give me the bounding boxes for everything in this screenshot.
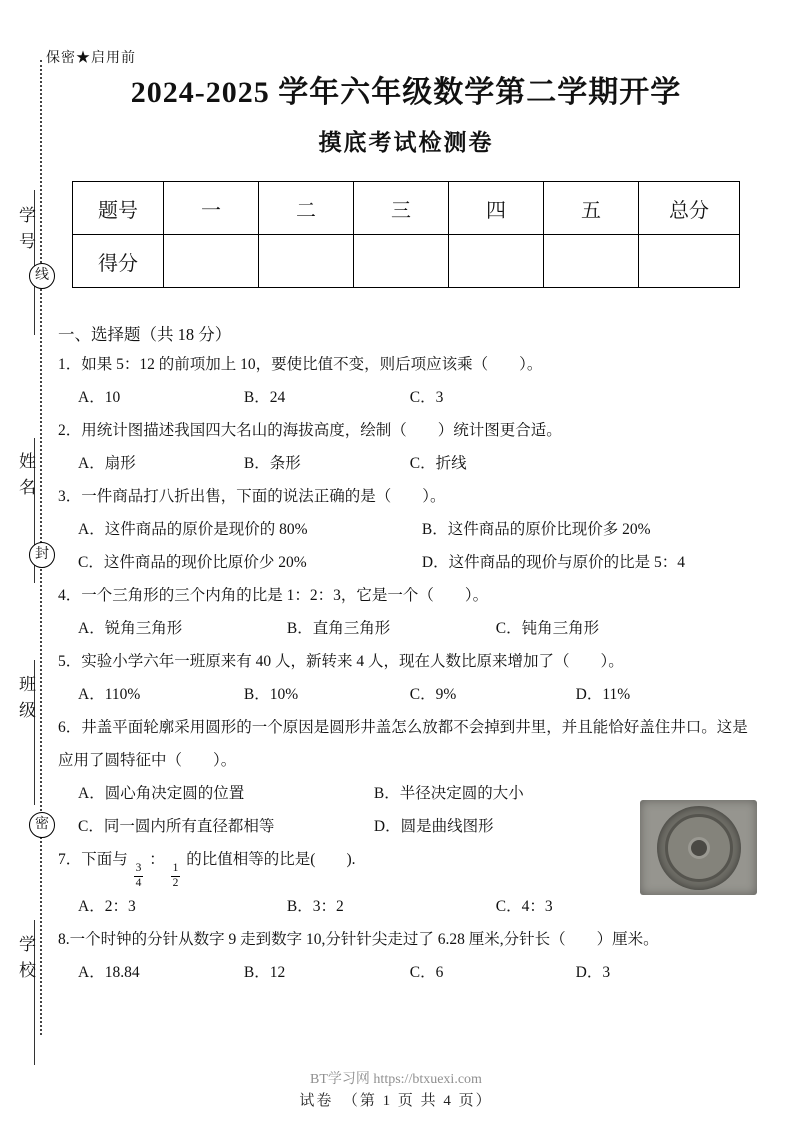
question-1: [58, 348, 754, 414]
score-cell-empty: [164, 235, 259, 288]
manhole-inner-ring-icon: [665, 814, 733, 882]
question-5: [58, 645, 754, 711]
option-c: C．4：3: [495, 897, 553, 915]
option-c: C．6: [409, 963, 444, 981]
option-d: D．这件商品的现价与原价的比是 5：4: [421, 554, 685, 572]
score-cell-empty: [449, 235, 544, 288]
option-c: C．这件商品的现价比原价少 20%: [78, 554, 307, 572]
option-b: B．半径决定圆的大小: [373, 785, 524, 803]
question-6-text: 6．井盖平面轮廓采用圆形的一个原因是圆形井盖怎么放都不会掉到井里，并且能恰好盖住井口。这是应用了圆特征中（ ）。: [58, 719, 748, 770]
score-row-label: 得分: [73, 235, 164, 288]
header-cell-timu: 题号: [73, 182, 164, 235]
option-b: B．24: [243, 389, 286, 407]
option-c: C．9%: [409, 686, 457, 704]
option-c: C．同一圆内所有直径都相等: [78, 818, 275, 836]
score-cell-empty: [639, 235, 740, 288]
section-title: 一、选择题（共 18 分）: [58, 325, 232, 345]
question-3-text: 3．一件商品打八折出售，下面的说法正确的是（ ）。: [58, 488, 446, 506]
question-4: [58, 579, 754, 645]
confidential-label: 保密★启用前: [46, 51, 136, 66]
header-cell-5: 五: [544, 182, 639, 235]
question-8-text: 8.一个时钟的分针从数字 9 走到数字 10,分针针尖走过了 6.28 厘米,分针长（ ）厘米。: [58, 930, 659, 948]
header-cell-4: 四: [449, 182, 544, 235]
option-a: A．2：3: [78, 897, 136, 915]
question-1-options: [58, 381, 754, 414]
score-cell-empty: [259, 235, 354, 288]
footer-page-info: 试卷 （第 1 页 共 4 页）: [299, 1093, 493, 1109]
score-table-score-row: [73, 235, 740, 288]
manhole-cover-image: [640, 800, 757, 895]
option-b: B．10%: [243, 686, 299, 704]
header-cell-3: 三: [354, 182, 449, 235]
fraction-one-half: $\frac{1}{2}$: [172, 862, 179, 889]
option-a: A．扇形: [78, 455, 136, 473]
school-label: 学校: [16, 935, 35, 987]
manhole-center-hub-icon: [688, 837, 710, 859]
option-c: C．折线: [409, 455, 467, 473]
exam-subtitle: 摸底考试检测卷: [318, 129, 494, 155]
student-id-label: 学号: [16, 206, 35, 258]
seal-char-secret: 密: [29, 812, 55, 838]
option-c: C．钝角三角形: [495, 620, 600, 638]
question-4-text: 4．一个三角形的三个内角的比是 1：2：3，它是一个（ ）。: [58, 587, 489, 605]
option-b: B．3：2: [286, 897, 344, 915]
question-7-text-colon: ：: [149, 851, 165, 869]
score-table-header-row: [73, 182, 740, 235]
option-a: A．110%: [78, 686, 141, 704]
page-title: 2024-2025 学年六年级数学第二学期开学: [130, 76, 682, 109]
footer-site-link[interactable]: BT学习网 https://btxuexi.com: [310, 1072, 482, 1087]
header-cell-total: 总分: [639, 182, 740, 235]
option-a: A．圆心角决定圆的位置: [78, 785, 245, 803]
class-label: 班级: [16, 675, 35, 727]
option-d: D．11%: [575, 686, 631, 704]
option-b: B．直角三角形: [286, 620, 391, 638]
fraction-three-fourths: $\frac{3}{4}$: [135, 862, 142, 889]
question-1-text: 1．如果 5：12 的前项加上 10，要使比值不变，则后项应该乘（ ）。: [58, 356, 543, 374]
question-2-options: [58, 447, 754, 480]
option-c: C．3: [409, 389, 444, 407]
option-d: D．圆是曲线图形: [373, 818, 494, 836]
question-3-options-row-2: [58, 546, 754, 579]
header-cell-1: 一: [164, 182, 259, 235]
question-8-options: [58, 956, 754, 989]
option-d: D．3: [575, 963, 611, 981]
question-2-text: 2．用统计图描述我国四大名山的海拔高度，绘制（ ）统计图更合适。: [58, 422, 562, 440]
question-3: [58, 480, 754, 579]
option-a: A．锐角三角形: [78, 620, 183, 638]
header-cell-2: 二: [259, 182, 354, 235]
question-5-options: [58, 678, 754, 711]
question-4-options: [58, 612, 754, 645]
question-7-text-pre: 7．下面与: [58, 851, 128, 869]
student-name-label: 姓名: [16, 452, 35, 504]
seal-char-seal: 封: [29, 542, 55, 568]
question-3-options-row-1: [58, 513, 754, 546]
manhole-outer-ring-icon: [657, 806, 741, 890]
seal-char-line: 线: [29, 263, 55, 289]
option-a: A．10: [78, 389, 121, 407]
option-b: B．这件商品的原价比现价多 20%: [421, 521, 651, 539]
option-b: B．12: [243, 963, 286, 981]
question-8: [58, 923, 754, 989]
score-cell-empty: [354, 235, 449, 288]
score-cell-empty: [544, 235, 639, 288]
question-7-text-post: 的比值相等的比是( ).: [186, 851, 356, 869]
question-2: [58, 414, 754, 480]
option-b: B．条形: [243, 455, 301, 473]
score-table: [72, 181, 740, 288]
option-a: A．这件商品的原价是现价的 80%: [78, 521, 308, 539]
option-a: A．18.84: [78, 963, 140, 981]
question-5-text: 5．实验小学六年一班原来有 40 人，新转来 4 人，现在人数比原来增加了（ ）。: [58, 653, 624, 671]
